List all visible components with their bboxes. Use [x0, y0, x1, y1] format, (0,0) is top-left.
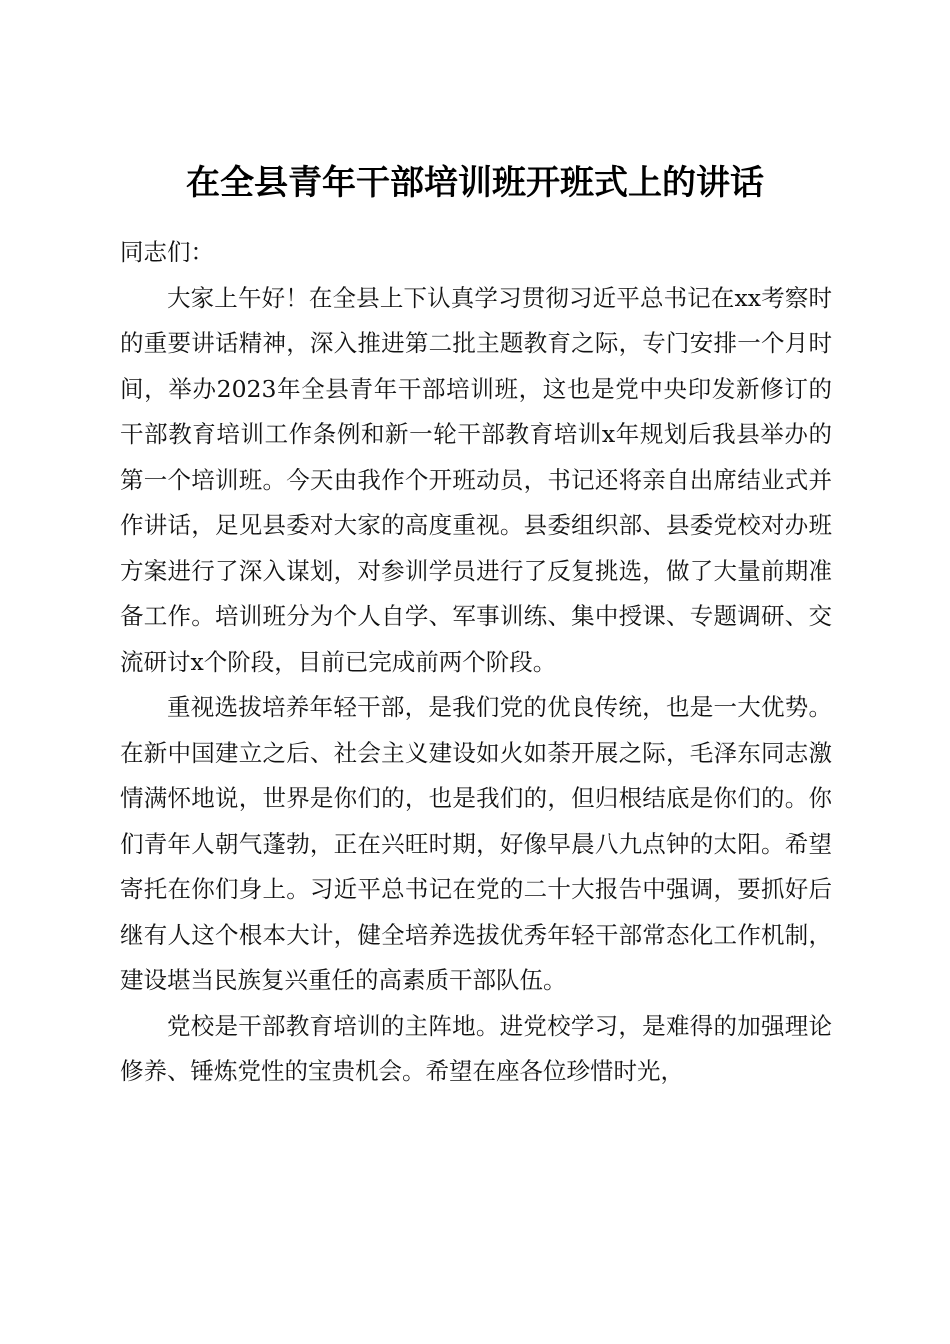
salutation: 同志们： — [120, 238, 214, 266]
paragraph-2: 重视选拔培养年轻干部，是我们党的优良传统，也是一大优势。在新中国建立之后、社会主义建设如火如荼开展之际，毛泽东同志激情满怀地说，世界是你们的，也是我们的，但归根结底是你们的。你们青年人朝气蓬勃，正在兴旺时期，好像早晨八九点钟的太阳。希望寄托在你们身上。习近平总书记在党的二十大报告中强调，要抓好后继有人这个根本大计，健全培养选拔优秀年轻干部常态化工作机制，建设堪当民族复兴重任的高素质干部队伍。 — [120, 693, 832, 994]
document-body — [120, 230, 832, 1095]
paragraph-3: 党校是干部教育培训的主阵地。进党校学习，是难得的加强理论修养、锤炼党性的宝贵机会。希望在座各位珍惜时光， — [120, 1011, 832, 1085]
paragraph-1: 大家上午好！在全县上下认真学习贯彻习近平总书记在xx考察时的重要讲话精神，深入推进第二批主题教育之际，专门安排一个月时间，举办2023年全县青年干部培训班，这也是党中央印发新修订的干部教育培训工作条例和新一轮干部教育培训x年规划后我县举办的第一个培训班。今天由我作个开班动员，书记还将亲自出席结业式并作讲话，足见县委对大家的高度重视。县委组织部、县委党校对办班方案进行了深入谋划，对参训学员进行了反复挑选，做了大量前期准备工作。培训班分为个人自学、军事训练、集中授课、专题调研、交流研讨x个阶段，目前已完成前两个阶段。 — [120, 283, 832, 676]
document-title: 在全县青年干部培训班开班式上的讲话 — [186, 162, 764, 203]
